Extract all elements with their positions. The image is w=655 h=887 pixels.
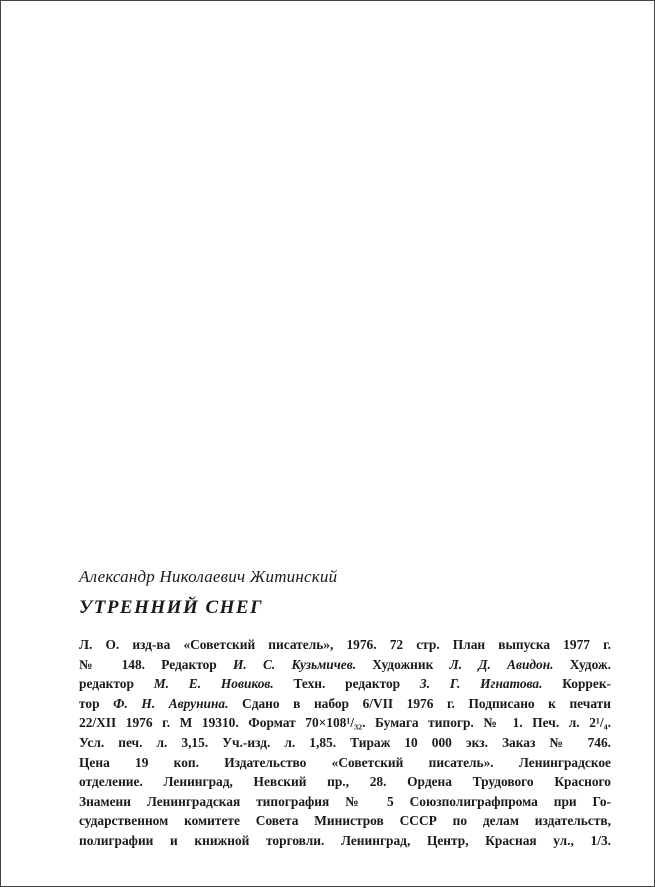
imprint-line: [79, 811, 611, 831]
imprint-text-segment: Знамени Ленинградская типография № 5 Союзполиграфпрома при Го-: [79, 793, 611, 809]
imprint-text-segment: сударственном комитете Совета Министров СССР по делам издательств,: [79, 813, 611, 829]
imprint-text-segment: редактор: [79, 676, 154, 692]
book-title: УТРЕННИЙ СНЕГ: [79, 597, 264, 618]
imprint-text-segment: Усл. печ. л. 3,15. Уч.-изд. л. 1,85. Тираж 10 000 экз. Заказ № 746.: [79, 734, 611, 750]
imprint-text-segment: Техн. редактор: [273, 676, 420, 692]
imprint-text-segment: полиграфии и книжной торговли. Ленинград, Центр, Красная ул., 1/3.: [79, 832, 611, 848]
imprint-text-segment: Худож.: [553, 656, 611, 672]
imprint-line: [79, 772, 611, 792]
imprint-line: [79, 655, 611, 675]
imprint-line: [79, 635, 611, 655]
author-name: Александр Николаевич Житинский: [79, 567, 338, 586]
person-name: Ф. Н. Аврунина.: [113, 695, 229, 711]
person-name: М. Е. Новиков.: [153, 676, 274, 692]
imprint-text-segment: Сдано в набор 6/VII 1976 г. Подписано к печати: [228, 695, 611, 711]
person-name: И. С. Кузьмичев.: [233, 656, 357, 672]
imprint-text-segment: Художник: [356, 656, 450, 672]
imprint-block: [79, 567, 611, 851]
imprint-text-segment: 22/XII 1976 г. М 19310. Формат 70×108¹/₃₂. Бумага типогр. № 1. Печ. л. 2¹/₄.: [79, 715, 611, 731]
imprint-line: [79, 674, 611, 694]
imprint-line: [79, 753, 611, 773]
imprint-text-segment: Цена 19 коп. Издательство «Советский писатель». Ленинградское: [79, 754, 611, 770]
imprint-text: [79, 635, 611, 851]
person-name: Л. Д. Авидон.: [449, 656, 554, 672]
imprint-line: [79, 713, 611, 733]
person-name: З. Г. Игнатова.: [419, 676, 543, 692]
imprint-text-segment: Коррек-: [542, 676, 611, 692]
imprint-line: [79, 792, 611, 812]
imprint-line: [79, 733, 611, 753]
imprint-text-segment: отделение. Ленинград, Невский пр., 28. Ордена Трудового Красного: [79, 774, 611, 790]
imprint-line: [79, 831, 611, 851]
imprint-text-segment: № 148. Редактор: [79, 656, 233, 672]
imprint-text-segment: тор: [79, 695, 114, 711]
imprint-text-segment: Л. О. изд-ва «Советский писатель», 1976. 72 стр. План выпуска 1977 г.: [79, 637, 611, 652]
imprint-line: [79, 694, 611, 714]
